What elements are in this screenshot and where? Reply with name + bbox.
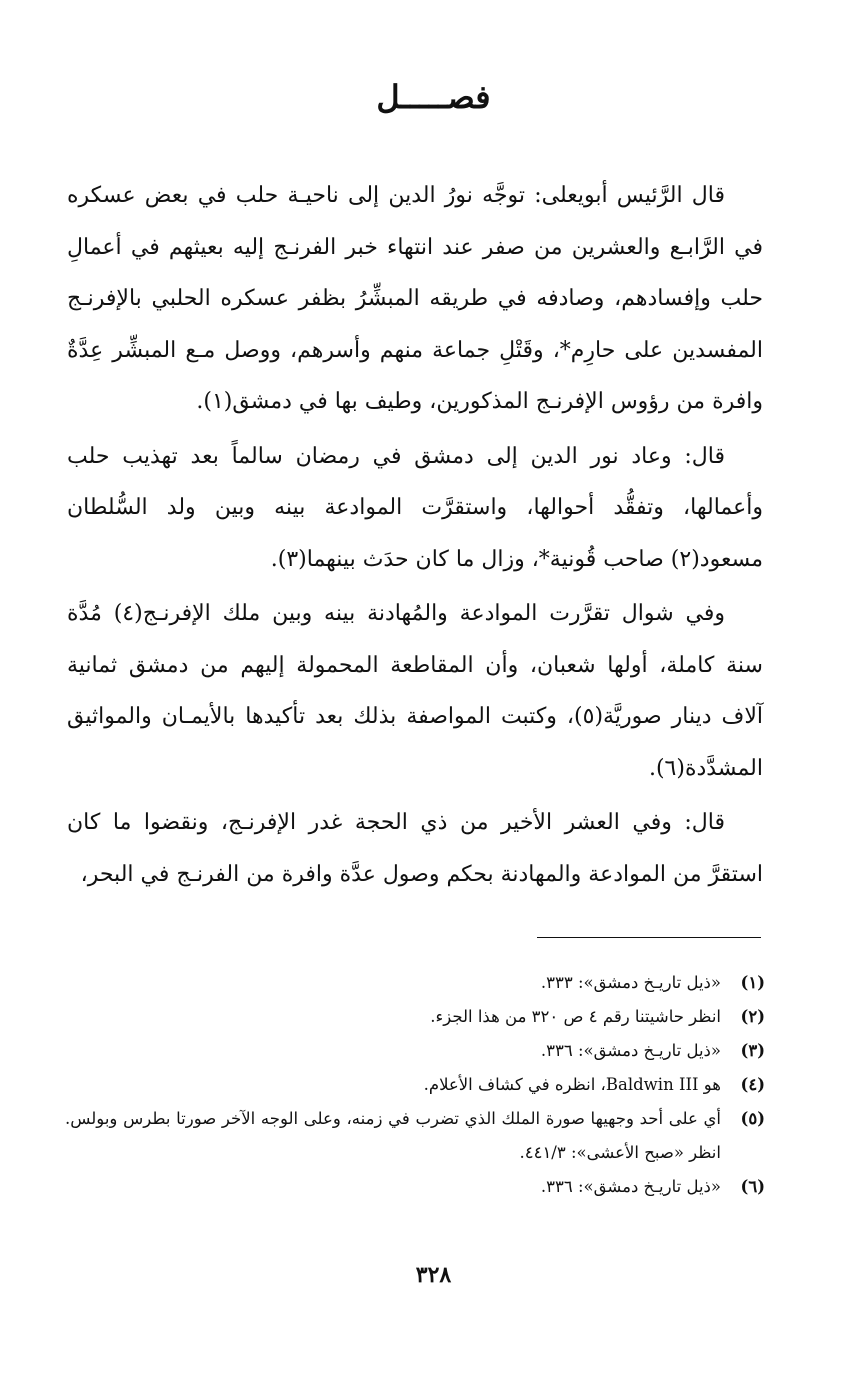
footnote-text: «ذيل تاريـخ دمشق»: ٣٣٦. bbox=[540, 1177, 721, 1196]
footnote-item bbox=[65, 966, 765, 1000]
body-text bbox=[67, 170, 763, 903]
footnote-text: انظر حاشيتنا رقم ٤ ص ٣٢٠ من هذا الجزء. bbox=[430, 1007, 721, 1026]
footnote-number: (٢) bbox=[740, 1007, 765, 1026]
footnote-text: أي على أحد وجهيها صورة الملك الذي تضرب في زمنه، وعلى الوجه الآخر صورتا بطرس وبولس. انظر «صبح الأعشى»: ٤٤١/٣. bbox=[65, 1109, 721, 1162]
footnote-text: هو Baldwin III، انظره في كشاف الأعلام. bbox=[423, 1075, 721, 1094]
paragraph: قال: وعاد نور الدين إلى دمشق في رمضان سالماً بعد تهذيب حلب وأعمالها، وتفقُّد أحوالها، واستقرَّت الموادعة بينه وبين ولد السُّلطان مسعود(٢) صاحب قُونية*، وزال ما كان حدَث بينهما(٣). bbox=[67, 443, 763, 572]
section-heading: فصـــــل bbox=[376, 78, 491, 116]
footnote-item bbox=[65, 1034, 765, 1068]
footnote-item bbox=[65, 1000, 765, 1034]
paragraph: قال: وفي العشر الأخير من ذي الحجة غدر الإفرنـج، ونقضوا ما كان استقرَّ من الموادعة والمهادنة بحكم وصول عدَّة وافرة من الفرنـج في البحر، bbox=[67, 810, 763, 887]
footnote-text: «ذيل تاريـخ دمشق»: ٣٣٣. bbox=[540, 973, 721, 992]
paragraph: قال الرَّئيس أبويعلى: توجَّه نورُ الدين إلى ناحيـة حلب في بعض عسكره في الرَّابـع والعشرين من صفر عند انتهاء خبر الفرنـج إليه بعيثهم في أعمالِ حلب وإفسادهم، وصادفه في طريقه المبشِّرُ بظفر عسكره الحلبي بالإفرنـج المفسدين على حارِم*، وقَتْلِ جماعة منهم وأسرهم، ووصل مـع المبشِّر عِدَّةٌ وافرة من رؤوس الإفرنـج المذكورين، وطيف بها في دمشق(١). bbox=[67, 183, 763, 414]
footnote-number: (١) bbox=[740, 973, 765, 992]
footnote-number: (٥) bbox=[740, 1109, 765, 1128]
footnote-divider bbox=[537, 937, 761, 938]
footnotes bbox=[65, 966, 765, 1204]
footnote-item bbox=[65, 1102, 765, 1170]
footnote-item bbox=[65, 1068, 765, 1102]
footnote-number: (٣) bbox=[740, 1041, 765, 1060]
heading-container bbox=[0, 78, 867, 116]
page-number: ٣٢٨ bbox=[415, 1262, 452, 1288]
footnote-number: (٦) bbox=[740, 1177, 765, 1196]
footnote-text: «ذيل تاريـخ دمشق»: ٣٣٦. bbox=[540, 1041, 721, 1060]
paragraph: وفي شوال تقرَّرت الموادعة والمُهادنة بينه وبين ملك الإفرنـج(٤) مُدَّة سنة كاملة، أولها شعبان، وأن المقاطعة المحمولة إليهم من دمشق ثمانية آلاف دينار صوريَّة(٥)، وكتبت المواصفة بذلك بعد تأكيدها بالأيمـان والمواثيق المشدَّدة(٦). bbox=[67, 601, 763, 781]
footnote-item bbox=[65, 1170, 765, 1204]
footnote-number: (٤) bbox=[740, 1075, 765, 1094]
